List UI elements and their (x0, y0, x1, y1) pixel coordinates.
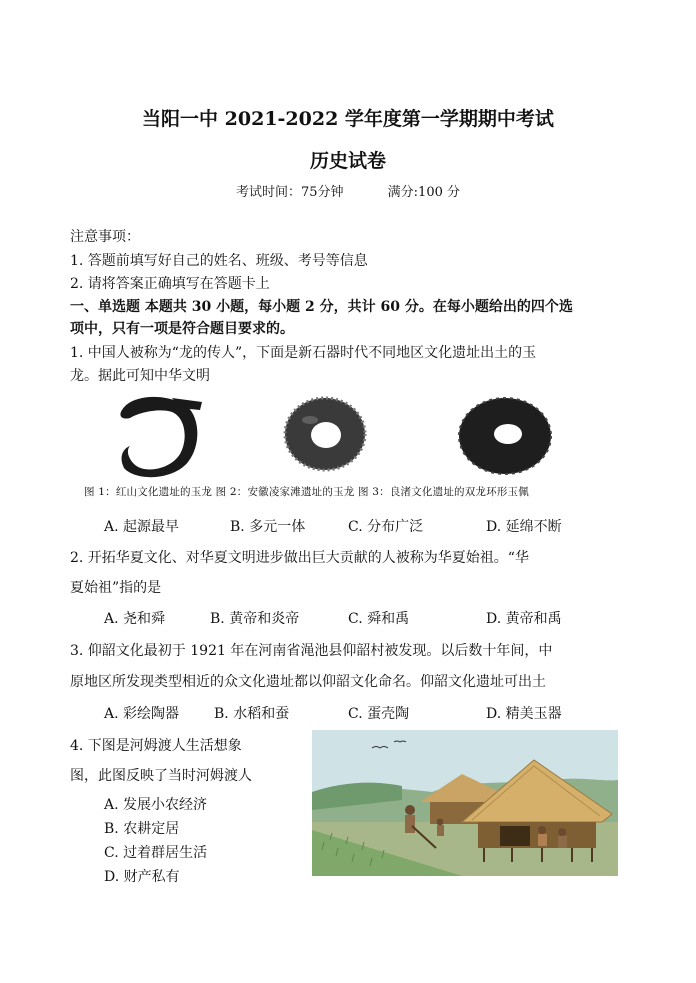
q3-option-d: D. 精美玉器 (486, 706, 562, 722)
exam-title: 当阳一中 2021-2022 学年度第一学期期中考试 (142, 108, 554, 130)
q4-option-a: A. 发展小农经济 (104, 797, 208, 813)
notes-item-2: 2. 请将答案正确填写在答题卡上 (70, 276, 270, 292)
q1-option-b: B. 多元一体 (230, 519, 306, 535)
q3-option-a: A. 彩绘陶器 (104, 706, 180, 722)
q2-option-b: B. 黄帝和炎帝 (210, 611, 300, 627)
section-heading-line1: 一、单选题 本题共 30 小题，每小题 2 分，共计 60 分。在每小题给出的四个选 (70, 299, 573, 315)
q4-option-c: C. 过着群居生活 (104, 845, 208, 861)
q2-option-c: C. 舜和禹 (348, 611, 410, 627)
exam-time: 考试时间：75分钟 (235, 185, 344, 200)
q2-stem-line2: 夏始祖”指的是 (70, 580, 162, 596)
q2-stem-line1: 2. 开拓华夏文化、对华夏文明进步做出巨大贡献的人被称为华夏始祖。“华 (70, 550, 529, 566)
q2-options (104, 608, 562, 628)
q1-figure-caption: 图 1：红山文化遗址的玉龙 图 2：安徽凌家滩遗址的玉龙 图 3：良渚文化遗址的双龙环形玉佩 (84, 486, 529, 498)
q4-option-d: D. 财产私有 (104, 869, 180, 885)
q2-option-a: A. 尧和舜 (104, 611, 166, 627)
q1-option-d: D. 延绵不断 (486, 519, 562, 535)
q4-option-b: B. 农耕定居 (104, 821, 180, 837)
exam-score: 满分:100 分 (387, 185, 460, 200)
q2-option-d: D. 黄帝和禹 (486, 611, 562, 627)
lingjiatan-jade-dragon-image (285, 398, 365, 470)
q1-options (104, 516, 562, 536)
q3-stem-line1: 3. 仰韶文化最初于 1921 年在河南省渑池县仰韶村被发现。以后数十年间，中 (70, 643, 553, 659)
q1-option-a: A. 起源最早 (104, 519, 180, 535)
q4-stem-line1: 4. 下图是河姆渡人生活想象 (70, 738, 242, 754)
exam-meta (0, 181, 696, 200)
q4-stem-line2: 图，此图反映了当时河姆渡人 (70, 768, 252, 784)
q1-stem-line2: 龙。据此可知中华文明 (70, 368, 210, 384)
liangzhu-jade-pendant-image (459, 398, 551, 474)
section-heading-line2: 项中，只有一项是符合题目要求的。 (70, 321, 294, 337)
q1-stem-line1: 1. 中国人被称为“龙的传人”，下面是新石器时代不同地区文化遗址出土的玉 (70, 345, 537, 361)
hemudu-life-illustration (312, 730, 618, 876)
exam-subtitle: 历史试卷 (309, 150, 386, 172)
q3-options (104, 703, 562, 723)
notes-item-1: 1. 答题前填写好自己的姓名、班级、考号等信息 (70, 253, 368, 269)
jade-dragon-figures (100, 390, 620, 482)
q1-option-c: C. 分布广泛 (348, 519, 424, 535)
notes-heading: 注意事项： (70, 229, 140, 245)
q3-option-c: C. 蛋壳陶 (348, 706, 410, 722)
hongshan-jade-dragon-image (120, 397, 202, 477)
q3-stem-line2: 原地区所发现类型相近的众文化遗址都以仰韶文化命名。仰韶文化遗址可出土 (70, 674, 546, 690)
q3-option-b: B. 水稻和蚕 (214, 706, 290, 722)
